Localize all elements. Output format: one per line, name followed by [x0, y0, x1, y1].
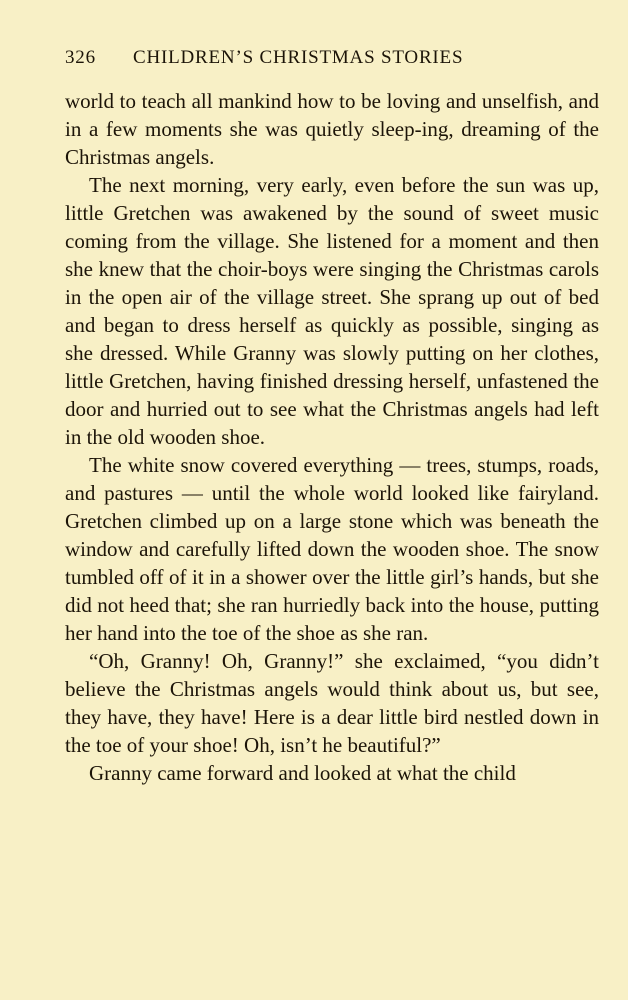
paragraph-granny-forward: Granny came forward and looked at what the child: [89, 761, 516, 785]
paragraph-snow-and-shoe: The white snow covered everything — trees, stumps, roads, and pastures — until the whole world looked like fairyland. Gretchen climbed up on a large stone which was beneath the window and carefully lifted down the wooden shoe. The snow tumbled off of it in a shower over the little girl’s hands, but she did not heed that; she ran hurriedly back into the house, putting her hand into the toe of the shoe as she ran.: [65, 453, 599, 645]
page-number: 326: [65, 47, 96, 68]
story-text: [65, 87, 599, 787]
paragraph-continuation: world to teach all mankind how to be loving and unselfish, and in a few moments she was quietly sleep-ing, dreaming of the Christmas angels.: [65, 89, 599, 169]
page-header: [65, 47, 599, 80]
book-page: [65, 47, 599, 787]
paragraph-granny-exclamation: “Oh, Granny! Oh, Granny!” she exclaimed, “you didn’t believe the Christmas angels would think about us, but see, they have, they have! Here is a dear little bird nestled down in the toe of your shoe! Oh, isn’t he beautiful?”: [65, 649, 599, 757]
running-head: CHILDREN’S CHRISTMAS STORIES: [133, 47, 464, 68]
paragraph-morning-music: The next morning, very early, even before the sun was up, little Gretchen was awakened by the sound of sweet music coming from the village. She listened for a moment and then she knew that the choir-boys were singing the Christmas carols in the open air of the village street. She sprang up out of bed and began to dress herself as quickly as possible, singing as she dressed. While Granny was slowly putting on her clothes, little Gretchen, having finished dressing herself, unfastened the door and hurried out to see what the Christmas angels had left in the old wooden shoe.: [65, 173, 599, 449]
